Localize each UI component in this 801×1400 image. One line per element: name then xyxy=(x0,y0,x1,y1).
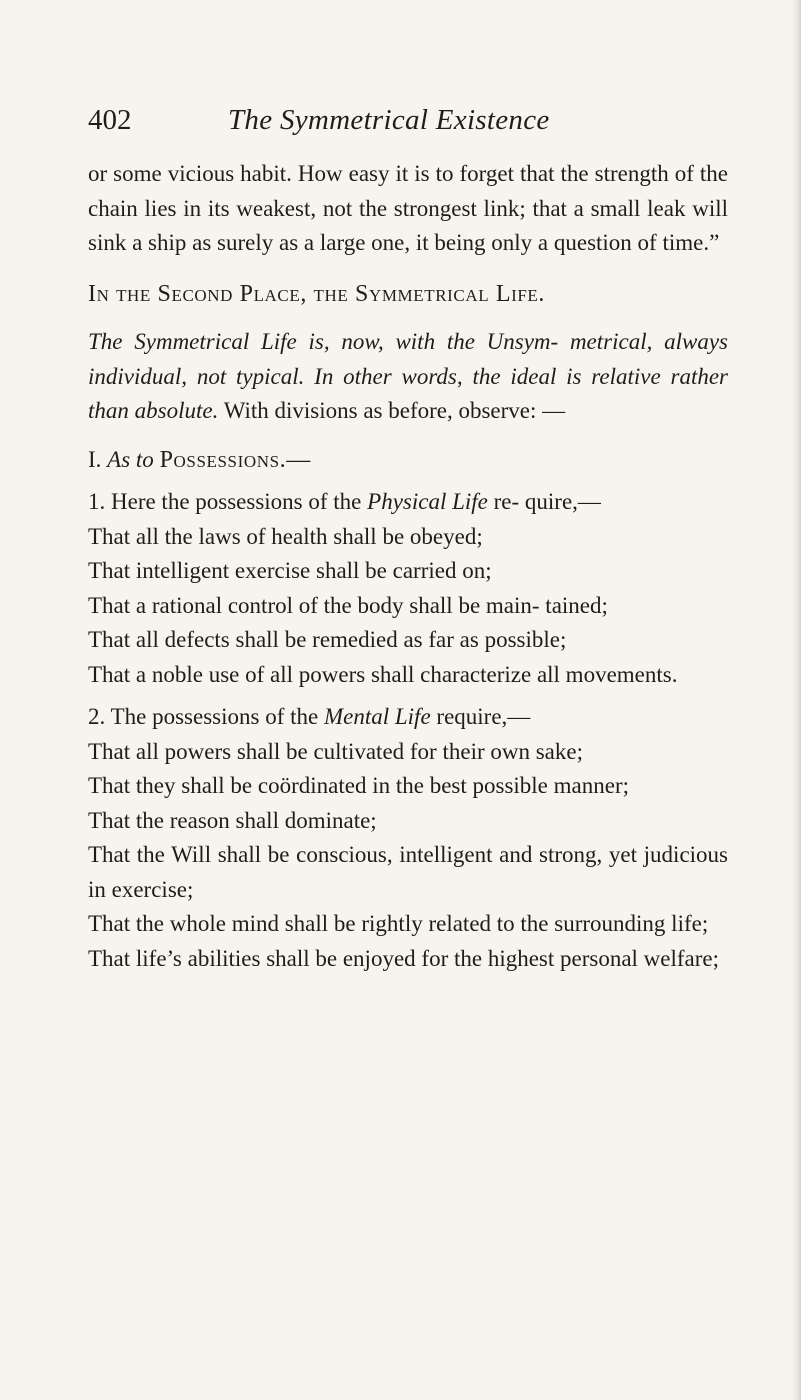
mental-item: That the whole mind shall be rightly related to the surrounding life; xyxy=(88,911,709,936)
page-edge-shadow xyxy=(791,0,801,1400)
mental-number: 2. xyxy=(88,704,106,729)
opening-paragraph: or some vicious habit. How easy it is to forget that the strength of the chain lies in its weakest, not the strongest link; that a small leak will sink a ship as surely as a large one, it being only a question of time.” xyxy=(88,161,728,255)
statement-followup: With divisions as before, observe: — xyxy=(223,398,566,423)
mental-item: That all powers shall be cultivated for their own sake; xyxy=(88,738,583,764)
physical-list xyxy=(88,520,728,693)
mental-item: That life’s abilities shall be enjoyed for the highest personal welfare; xyxy=(88,945,720,971)
mental-item: That the reason shall dominate; xyxy=(88,807,377,833)
mental-item: That they shall be coördinated in the best possible manner; xyxy=(88,773,629,798)
statement-paragraph xyxy=(88,325,728,429)
mental-item: That the Will shall be conscious, intelligent and strong, yet judicious in exercise; xyxy=(88,842,728,902)
physical-item: That a noble use of all powers shall characterize all movements. xyxy=(88,661,678,687)
mental-list xyxy=(88,735,728,977)
physical-item: That intelligent exercise shall be carried on; xyxy=(88,558,492,583)
section-heading: In the Second Place, the Symmetrical Life. xyxy=(88,280,545,307)
subsection-italic: As to xyxy=(107,446,154,472)
page-number: 402 xyxy=(88,104,132,136)
page-body xyxy=(88,157,728,976)
physical-tail: re- quire,— xyxy=(493,489,601,514)
italic-statement: The Symmetrical Life is, now, with the Unsym- metrical, always individual, not typical. In other words, the ideal is relative rather than absolute. xyxy=(88,329,728,423)
subsection-number: I. xyxy=(88,446,102,472)
mental-tail: require,— xyxy=(436,704,531,729)
physical-intro xyxy=(88,485,728,520)
subsection-title: Possessions.— xyxy=(159,446,311,473)
running-title: The Symmetrical Existence xyxy=(228,104,550,136)
physical-lead-in: Here the possessions of the xyxy=(111,489,362,514)
physical-item: That all the laws of health shall be obeyed; xyxy=(88,523,483,549)
mental-term: Mental Life xyxy=(323,704,431,729)
physical-term: Physical Life xyxy=(367,489,488,514)
page-header xyxy=(88,100,728,140)
physical-item: That all defects shall be remedied as far as possible; xyxy=(88,627,567,652)
mental-intro xyxy=(88,700,728,735)
physical-number: 1. xyxy=(88,489,106,514)
subsection-heading xyxy=(88,443,728,478)
mental-lead-in: The possessions of the xyxy=(110,704,319,729)
physical-item: That a rational control of the body shall be main- tained; xyxy=(88,592,608,618)
